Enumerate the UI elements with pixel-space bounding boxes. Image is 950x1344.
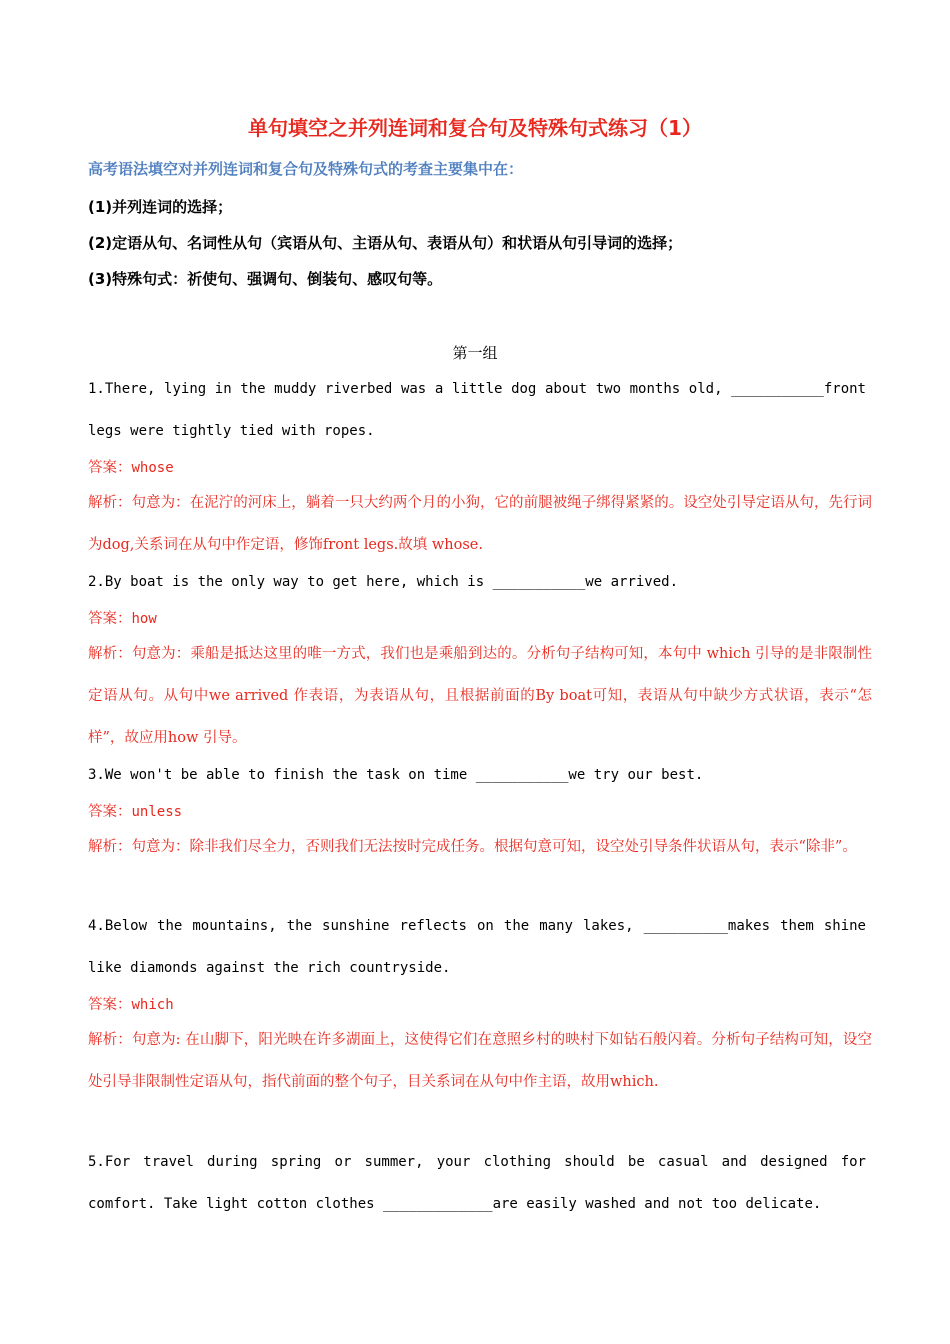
point-1: (1)并列连词的选择； [88,198,233,216]
answer-value: whose [131,460,174,476]
question-1: 1.There, lying in the muddy riverbed was a little dog about two months old, ___________front legs were tightly tied with ropes. [88,381,866,439]
answer-3 [88,802,182,822]
explanation-3: 解析：句意为：除非我们尽全力，否则我们无法按时完成任务。根据句意可知，设空处引导条件状语从句，表示“除非”。 [88,839,857,855]
point-2: (2)定语从句、名词性从句（宾语从句、主语从句、表语从句）和状语从句引导词的选择； [88,234,683,252]
answer-label: 答案： [88,997,132,1013]
answer-label: 答案： [88,611,132,627]
explanation-1: 解析：句意为：在泥泞的河床上，躺着一只大约两个月的小狗，它的前腿被绳子绑得紧紧的。设空处引导定语从句，先行词为dog,关系词在从句中作定语，修饰front legs.故填 whose. [88,495,872,553]
question-5: 5.For travel during spring or summer, your clothing should be casual and designed for comfort. Take light cotton clothes _____________are easily washed and not too delicate. [88,1154,866,1212]
answer-value: unless [131,804,183,820]
explanation-4: 解析：句意为: 在山脚下，阳光映在许多湖面上，这使得它们在意照乡村的映村下如钻石般闪着。分析句子结构可知，设空处引导非限制性定语从句，指代前面的整个句子，目关系词在从句中作主语，故用which. [88,1032,872,1090]
group-title: 第一组 [452,344,498,362]
intro-text: 高考语法填空对并列连词和复合句及特殊句式的考查主要集中在： [88,160,524,178]
question-3: 3.We won't be able to finish the task on time ___________we try our best. [88,767,704,783]
explanation-2: 解析：句意为：乘船是抵达这里的唯一方式，我们也是乘船到达的。分析句子结构可知，本句中 which 引导的是非限制性定语从句。从句中we arrived 作表语，为表语从句，且根据前面的By boat可知，表语从句中缺少方式状语，表示“怎样”，故应用how 引导。 [88,646,872,746]
answer-2 [88,609,157,629]
answer-value: how [131,611,157,627]
answer-1 [88,458,174,478]
answer-label: 答案： [88,804,132,820]
answer-4 [88,995,174,1015]
answer-value: which [131,997,174,1013]
point-3: (3)特殊句式：祈使句、强调句、倒装句、感叹句等。 [88,270,443,288]
question-2: 2.By boat is the only way to get here, which is ___________we arrived. [88,574,679,590]
page-title: 单句填空之并列连词和复合句及特殊句式练习（1） [248,116,702,140]
answer-label: 答案： [88,460,132,476]
question-4: 4.Below the mountains, the sunshine reflects on the many lakes, __________makes them shine like diamonds against the rich countryside. [88,918,866,976]
